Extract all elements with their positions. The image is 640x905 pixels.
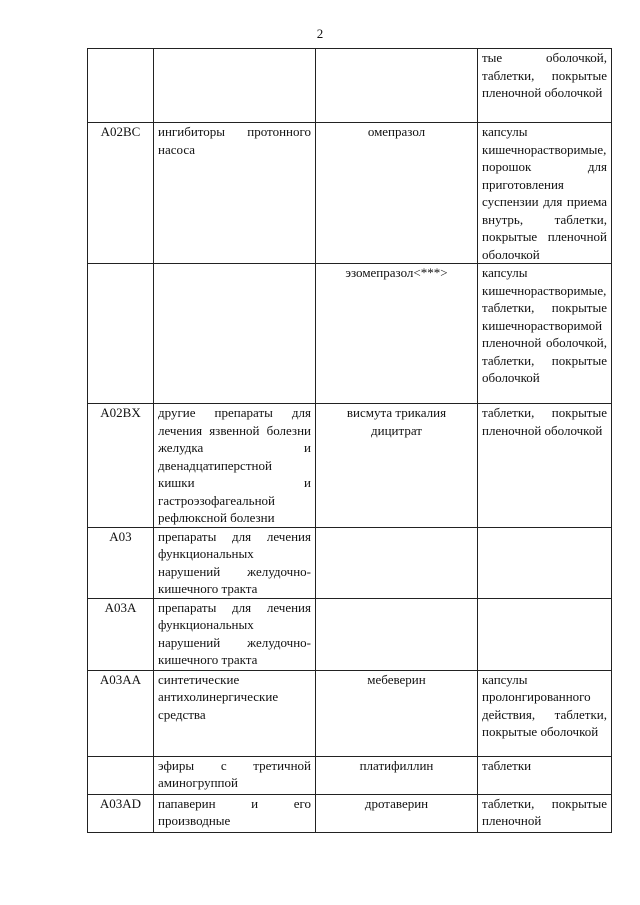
drug-name-cell: дротаверин xyxy=(316,794,478,832)
group-cell xyxy=(154,49,316,123)
page-number: 2 xyxy=(316,26,324,41)
table-row xyxy=(88,670,612,756)
group-cell: синтетические антихолинергические средства xyxy=(154,670,316,756)
drug-name-cell: омепразол xyxy=(316,123,478,264)
group-cell: препараты для лечения функциональных нарушений желудочно-кишечного тракта xyxy=(154,598,316,670)
group-cell: ингибиторы протонного насоса xyxy=(154,123,316,264)
table-row xyxy=(88,123,612,264)
drug-name-cell: эзомепразол<***> xyxy=(316,264,478,404)
group-cell: эфиры с третичной аминогруппой xyxy=(154,756,316,794)
atc-code-cell xyxy=(88,49,154,123)
atc-code-cell: A02BX xyxy=(88,404,154,528)
dosage-form-cell: капсулы пролонгированного действия, таблетки, покрытые оболочкой xyxy=(478,670,612,756)
dosage-form-cell xyxy=(478,527,612,598)
table-row xyxy=(88,527,612,598)
dosage-form-cell: тые оболочкой, таблетки, покрытые пленочной оболочкой xyxy=(478,49,612,123)
drug-name-cell xyxy=(316,49,478,123)
drug-table xyxy=(87,48,612,833)
table-row xyxy=(88,404,612,528)
table-row xyxy=(88,264,612,404)
group-cell: другие препараты для лечения язвенной болезни желудка и двенадцатиперстной кишки и гастроэзофагеальной рефлюксной болезни xyxy=(154,404,316,528)
drug-name-cell xyxy=(316,598,478,670)
group-cell xyxy=(154,264,316,404)
dosage-form-cell: таблетки, покрытые пленочной xyxy=(478,794,612,832)
dosage-form-cell: таблетки, покрытые пленочной оболочкой xyxy=(478,404,612,528)
drug-name-cell xyxy=(316,527,478,598)
atc-code-cell: A03AA xyxy=(88,670,154,756)
atc-code-cell: A03AD xyxy=(88,794,154,832)
table-row xyxy=(88,49,612,123)
atc-code-cell: A02BC xyxy=(88,123,154,264)
dosage-form-cell: капсулы кишечнорастворимые, порошок для приготовления суспензии для приема внутрь, таблетки, покрытые пленочной оболочкой xyxy=(478,123,612,264)
drug-name-cell: платифиллин xyxy=(316,756,478,794)
dosage-form-cell: капсулы кишечнорастворимые, таблетки, покрытые кишечнорастворимой пленочной оболочкой, таблетки, покрытые оболочкой xyxy=(478,264,612,404)
atc-code-cell: A03 xyxy=(88,527,154,598)
table-row xyxy=(88,598,612,670)
group-cell: препараты для лечения функциональных нарушений желудочно-кишечного тракта xyxy=(154,527,316,598)
table-row xyxy=(88,794,612,832)
group-cell: папаверин и его производные xyxy=(154,794,316,832)
table-row xyxy=(88,756,612,794)
dosage-form-cell: таблетки xyxy=(478,756,612,794)
atc-code-cell xyxy=(88,756,154,794)
dosage-form-cell xyxy=(478,598,612,670)
atc-code-cell xyxy=(88,264,154,404)
atc-code-cell: A03A xyxy=(88,598,154,670)
drug-name-cell: висмута трикалия дицитрат xyxy=(316,404,478,528)
drug-name-cell: мебеверин xyxy=(316,670,478,756)
